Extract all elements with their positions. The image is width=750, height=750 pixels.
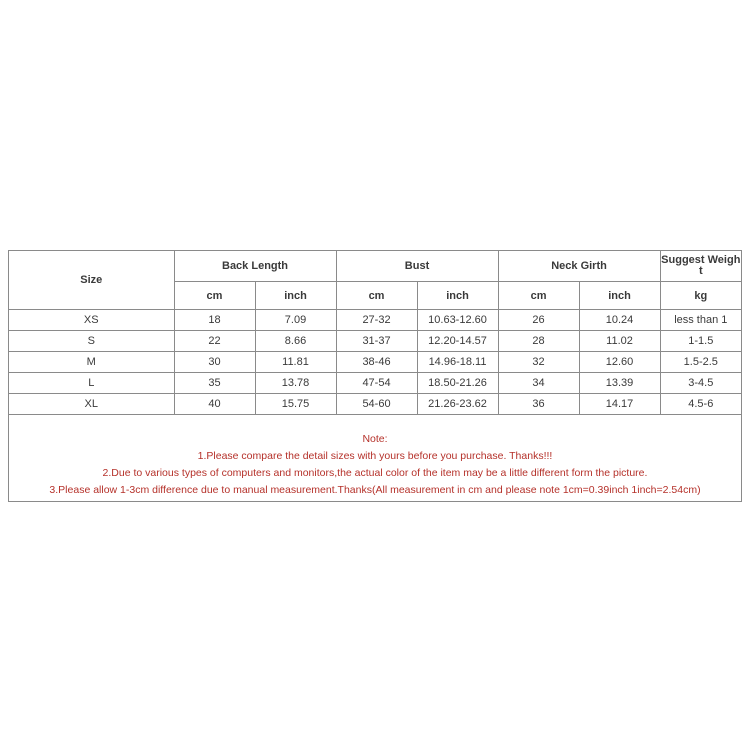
unit-header: inch — [255, 282, 336, 310]
table-cell: 26 — [498, 310, 579, 331]
unit-header: cm — [336, 282, 417, 310]
table-cell: 31-37 — [336, 331, 417, 352]
table-cell: 11.02 — [579, 331, 660, 352]
size-cell: L — [9, 373, 174, 394]
table-cell: less than 1 — [660, 310, 741, 331]
back-length-header: Back Length — [174, 251, 336, 282]
table-cell: 14.17 — [579, 394, 660, 415]
note-line: 1.Please compare the detail sizes with yours before you purchase. Thanks!!! — [197, 450, 553, 462]
unit-header: kg — [660, 282, 741, 310]
size-table — [9, 251, 741, 415]
note-line: 2.Due to various types of computers and monitors,the actual color of the item may be a little different form the picture. — [102, 467, 648, 479]
table-cell: 12.60 — [579, 352, 660, 373]
table-cell: 28 — [498, 331, 579, 352]
unit-header: cm — [174, 282, 255, 310]
size-cell: S — [9, 331, 174, 352]
notes-section — [9, 415, 741, 507]
table-cell: 36 — [498, 394, 579, 415]
table-cell: 7.09 — [255, 310, 336, 331]
size-cell: M — [9, 352, 174, 373]
table-cell: 18.50-21.26 — [417, 373, 498, 394]
suggest-weight-header: Suggest Weight — [660, 251, 741, 282]
table-cell: 21.26-23.62 — [417, 394, 498, 415]
table-cell: 13.39 — [579, 373, 660, 394]
note-line: 3.Please allow 1-3cm difference due to manual measurement.Thanks(All measurement in cm and please note 1cm=0.39inch 1inch=2.54cm) — [49, 484, 701, 496]
unit-header: cm — [498, 282, 579, 310]
bust-header: Bust — [336, 251, 498, 282]
size-cell: XL — [9, 394, 174, 415]
table-cell: 1.5-2.5 — [660, 352, 741, 373]
table-cell: 35 — [174, 373, 255, 394]
table-cell: 18 — [174, 310, 255, 331]
table-cell: 11.81 — [255, 352, 336, 373]
table-cell: 14.96-18.11 — [417, 352, 498, 373]
table-cell: 30 — [174, 352, 255, 373]
table-cell: 15.75 — [255, 394, 336, 415]
table-cell: 54-60 — [336, 394, 417, 415]
table-cell: 38-46 — [336, 352, 417, 373]
size-cell: XS — [9, 310, 174, 331]
table-cell: 47-54 — [336, 373, 417, 394]
notes-title: Note: — [362, 433, 388, 445]
table-row — [9, 394, 741, 415]
table-cell: 12.20-14.57 — [417, 331, 498, 352]
table-cell: 13.78 — [255, 373, 336, 394]
table-cell: 1-1.5 — [660, 331, 741, 352]
table-row — [9, 310, 741, 331]
table-cell: 22 — [174, 331, 255, 352]
table-cell: 32 — [498, 352, 579, 373]
unit-header: inch — [579, 282, 660, 310]
neck-girth-header: Neck Girth — [498, 251, 660, 282]
table-row — [9, 352, 741, 373]
table-row — [9, 331, 741, 352]
table-row — [9, 373, 741, 394]
table-cell: 3-4.5 — [660, 373, 741, 394]
table-cell: 10.24 — [579, 310, 660, 331]
size-column-header: Size — [9, 251, 174, 310]
table-cell: 4.5-6 — [660, 394, 741, 415]
table-cell: 10.63-12.60 — [417, 310, 498, 331]
table-cell: 27-32 — [336, 310, 417, 331]
header-row-groups — [9, 251, 741, 282]
table-cell: 8.66 — [255, 331, 336, 352]
size-chart — [8, 250, 742, 502]
unit-header: inch — [417, 282, 498, 310]
table-cell: 34 — [498, 373, 579, 394]
table-cell: 40 — [174, 394, 255, 415]
